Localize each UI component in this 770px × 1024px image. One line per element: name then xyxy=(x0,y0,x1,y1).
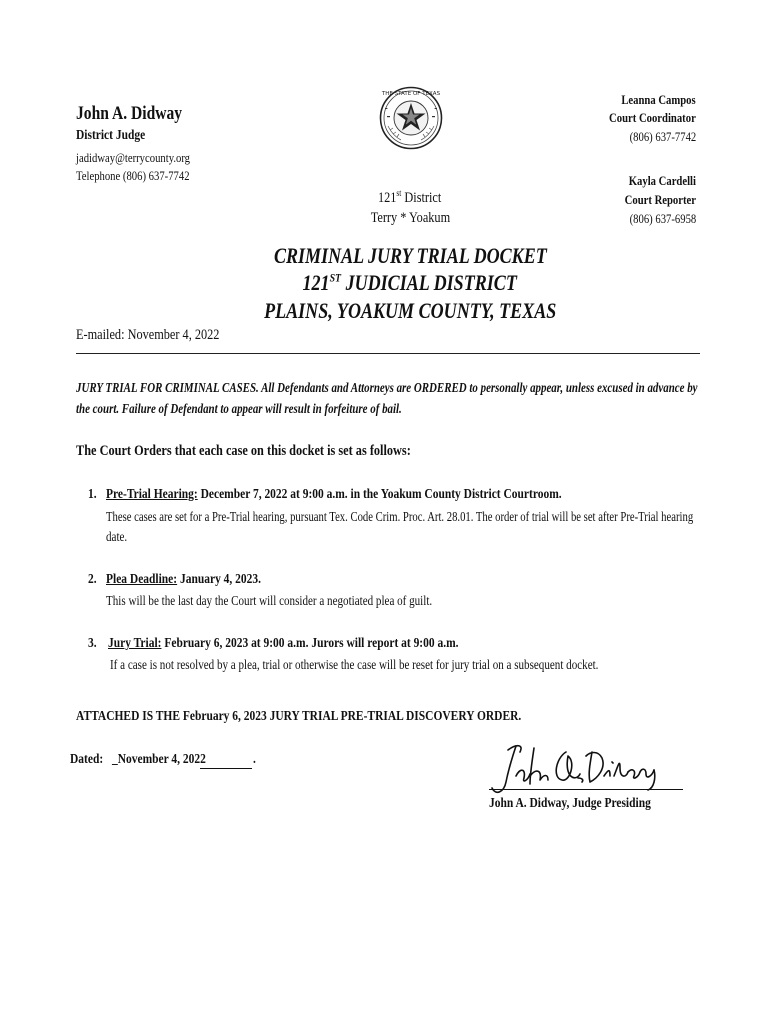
dated-value: _November 4, 2022 xyxy=(112,752,206,767)
signature-caption: John A. Didway, Judge Presiding xyxy=(489,796,651,811)
district-label: 121st District xyxy=(378,188,442,206)
docket-title-line-2: 121ST JUDICIAL DISTRICT xyxy=(302,270,518,295)
item-1-text-line-1: These cases are set for a Pre-Trial hearing, pursuant Tex. Code Crim. Proc. Art. 28.01. The order of trial will be set after Pre-Trial hearing xyxy=(106,509,694,524)
dated-underline xyxy=(200,768,252,769)
reporter-name: Kayla Cardelli xyxy=(628,173,696,188)
intro-line-2: the court. Failure of Defendant to appear will result in forfeiture of bail. xyxy=(76,402,402,417)
reporter-title: Court Reporter xyxy=(624,192,696,207)
orders-lead: The Court Orders that each case on this docket is set as follows: xyxy=(76,443,411,459)
coordinator-name: Leanna Campos xyxy=(621,92,696,107)
county-names: Terry * Yoakum xyxy=(370,210,450,226)
signature-line xyxy=(489,789,683,790)
item-1-heading: Pre-Trial Hearing: December 7, 2022 at 9:00 a.m. in the Yoakum County District Courtroom. xyxy=(106,487,562,502)
item-3-heading: Jury Trial: February 6, 2023 at 9:00 a.m. Jurors will report at 9:00 a.m. xyxy=(108,636,459,651)
horizontal-divider xyxy=(76,353,700,354)
docket-title-line-3: PLAINS, YOAKUM COUNTY, TEXAS xyxy=(263,298,557,323)
judge-email: jadidway@terrycounty.org xyxy=(76,150,191,165)
coordinator-phone: (806) 637-7742 xyxy=(629,129,696,144)
attached-order-note: ATTACHED IS THE February 6, 2023 JURY TRIAL PRE-TRIAL DISCOVERY ORDER. xyxy=(76,709,522,724)
dated-label: Dated: xyxy=(70,752,104,767)
dated-period: . xyxy=(253,752,256,767)
judge-name: John A. Didway xyxy=(76,103,183,124)
item-2-label: Plea Deadline: xyxy=(106,572,178,587)
item-1-label: Pre-Trial Hearing: xyxy=(106,487,198,502)
emailed-date: E-mailed: November 4, 2022 xyxy=(76,327,220,343)
item-2-text-line-1: This will be the last day the Court will consider a negotiated plea of guilt. xyxy=(106,593,433,608)
texas-state-seal-icon xyxy=(379,86,443,150)
item-3-label: Jury Trial: xyxy=(108,636,162,651)
judge-phone: Telephone (806) 637-7742 xyxy=(76,168,190,183)
item-2-heading: Plea Deadline: January 4, 2023. xyxy=(106,572,261,587)
svg-text:THE STATE OF TEXAS: THE STATE OF TEXAS xyxy=(381,91,441,97)
judge-title: District Judge xyxy=(76,128,146,143)
item-3-text-line-1: If a case is not resolved by a plea, trial or otherwise the case will be reset for jury trial on a subsequent docket. xyxy=(110,657,599,672)
item-1-number: 1. xyxy=(88,487,97,502)
item-2-number: 2. xyxy=(88,572,97,587)
intro-line-1: JURY TRIAL FOR CRIMINAL CASES. All Defendants and Attorneys are ORDERED to personally appear, unless excused in advance by xyxy=(76,381,698,396)
item-1-text-line-2: date. xyxy=(106,529,128,544)
docket-title-line-1: CRIMINAL JURY TRIAL DOCKET xyxy=(273,243,547,268)
item-3-number: 3. xyxy=(88,636,97,651)
coordinator-title: Court Coordinator xyxy=(609,110,696,125)
reporter-phone: (806) 637-6958 xyxy=(629,211,696,226)
